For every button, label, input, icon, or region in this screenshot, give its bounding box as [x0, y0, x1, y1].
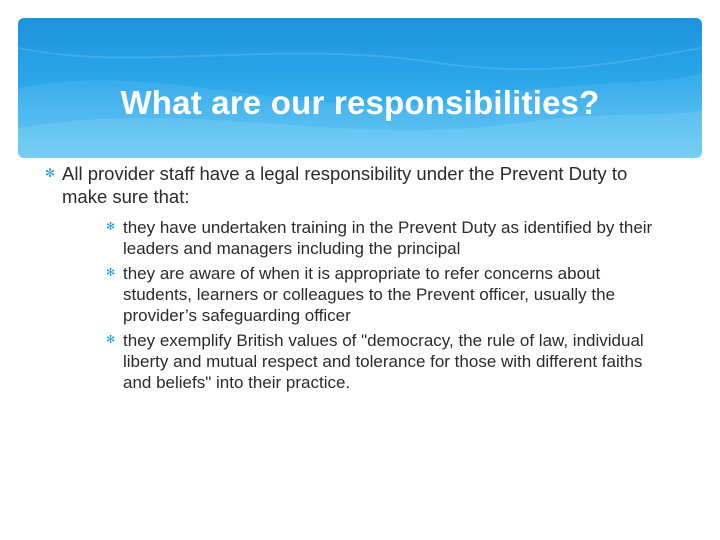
asterisk-bullet-icon: ✻ — [106, 267, 116, 279]
sub-bullet-item — [45, 330, 665, 393]
asterisk-bullet-icon: ✻ — [45, 166, 56, 180]
slide-title: What are our responsibilities? — [120, 84, 600, 121]
sub-bullet-item — [45, 217, 665, 259]
title-banner — [18, 18, 702, 158]
content-area — [45, 162, 665, 393]
bullet-text: All provider staff have a legal responsibility under the Prevent Duty to make sure that: — [62, 163, 628, 207]
asterisk-bullet-icon: ✻ — [106, 334, 116, 346]
sub-bullet-text: they exemplify British values of "democracy, the rule of law, individual liberty and mutual respect and tolerance for those with different faiths and beliefs" into their practice. — [123, 331, 644, 392]
sub-bullet-item — [45, 263, 665, 326]
asterisk-bullet-icon: ✻ — [106, 221, 116, 233]
bullet-item — [45, 162, 665, 208]
sub-bullet-text: they are aware of when it is appropriate to refer concerns about students, learners or colleagues to the Prevent officer, usually the provider’s safeguarding officer — [123, 264, 616, 325]
sub-bullet-text: they have undertaken training in the Prevent Duty as identified by their leaders and managers including the principal — [123, 218, 653, 258]
